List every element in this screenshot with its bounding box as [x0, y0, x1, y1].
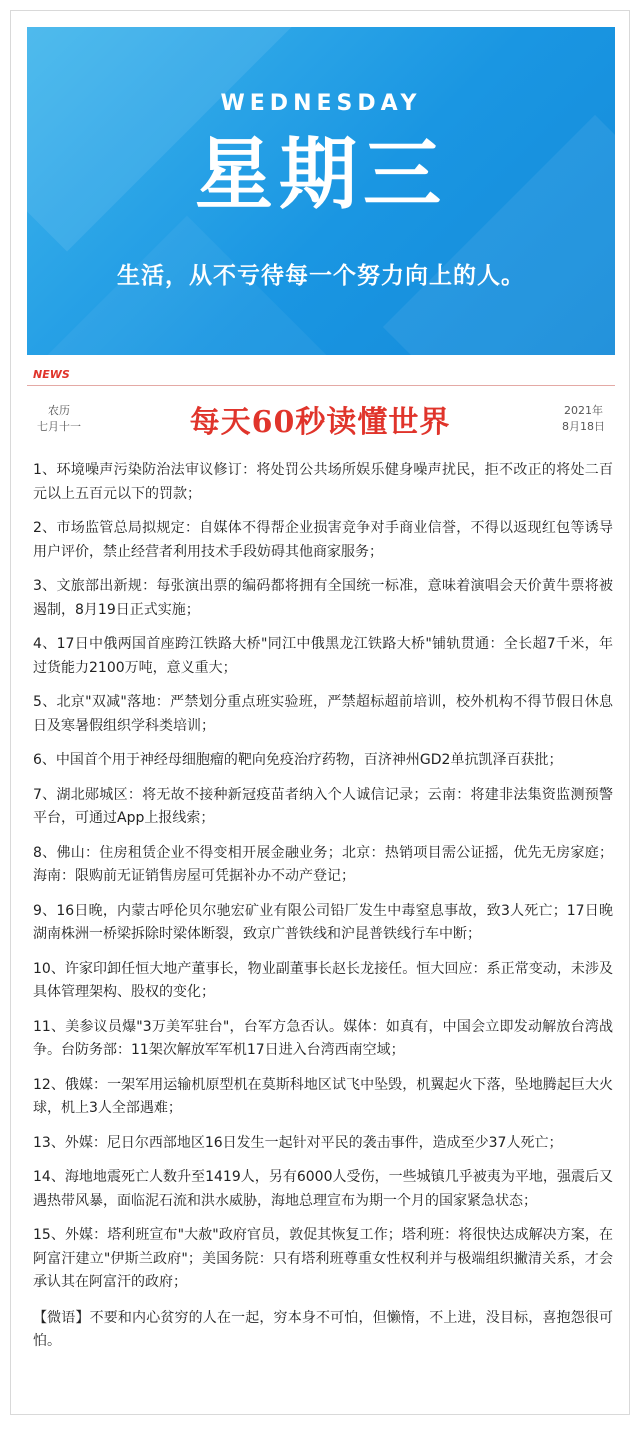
- weekday-banner: [27, 27, 615, 355]
- news-card: [10, 10, 630, 1415]
- divider: [27, 385, 615, 386]
- daily-quote: 【微语】不要和内心贫穷的人在一起，穷本身不可怕，但懒惰，不上进，没目标，喜抱怨很可怕。: [33, 1309, 613, 1349]
- gregorian-date-block: [562, 403, 605, 435]
- page-title: 每天60秒读懂世界: [189, 405, 451, 440]
- year: 2021年: [564, 404, 603, 417]
- news-item: 1、环境噪声污染防治法审议修订：将处罚公共场所娱乐健身噪声扰民，拒不改正的将处二百元以上五百元以下的罚款；: [33, 462, 613, 502]
- news-item: 3、文旅部出新规：每张演出票的编码都将拥有全国统一标准，意味着演唱会天价黄牛票将被遏制，8月19日正式实施；: [33, 578, 613, 618]
- news-item: 7、湖北郧城区：将无故不接种新冠疫苗者纳入个人诚信记录；云南：将建非法集资监测预警平台，可通过App上报线索；: [33, 786, 613, 826]
- news-item: 4、17日中俄两国首座跨江铁路大桥"同江中俄黑龙江铁路大桥"铺轨贯通：全长超7千米，年过货能力2100万吨，意义重大；: [33, 636, 613, 676]
- news-item: 6、中国首个用于神经母细胞瘤的靶向免疫治疗药物，百济神州GD2单抗凯泽百获批；: [33, 752, 563, 768]
- news-item: 2、市场监管总局拟规定：自媒体不得帮企业损害竞争对手商业信誉，不得以返现红包等诱导用户评价，禁止经营者利用技术手段妨碍其他商家服务；: [33, 520, 613, 560]
- news-item: 9、16日晚，内蒙古呼伦贝尔驰宏矿业有限公司铅厂发生中毒窒息事故，致3人死亡；17日晚湖南株洲一桥梁拆除时梁体断裂，致京广普铁线和沪昆普铁线行车中断；: [33, 902, 613, 942]
- lunar-label: 农历: [48, 404, 70, 417]
- news-item: 11、美参议员爆"3万美军驻台"，台军方急否认。媒体：如真有，中国会立即发动解放台湾战争。台防务部：11架次解放军军机17日进入台湾西南空域；: [33, 1018, 613, 1058]
- news-item: 12、俄媒：一架军用运输机原型机在莫斯科地区试飞中坠毁，机翼起火下落，坠地腾起巨大火球，机上3人全部遇难；: [33, 1076, 613, 1116]
- date: 8月18日: [562, 420, 605, 433]
- news-item: 15、外媒：塔利班宣布"大赦"政府官员，敦促其恢复工作；塔利班：将很快达成解决方案，在阿富汗建立"伊斯兰政府"；美国务院：只有塔利班尊重女性权利并与极端组织撇清关系，才会承认其在阿富汗的政府；: [33, 1227, 613, 1290]
- news-item: 10、许家印卸任恒大地产董事长，物业副董事长赵长龙接任。恒大回应：系正常变动，未涉及具体管理架构、股权的变化；: [33, 960, 613, 1000]
- news-item: 5、北京"双减"落地：严禁划分重点班实验班，严禁超标超前培训，校外机构不得节假日休息日及寒暑假组织学科类培训；: [33, 694, 613, 734]
- lunar-date: 七月十一: [37, 420, 81, 433]
- banner-motto: 生活，从不亏待每一个努力向上的人。: [117, 263, 525, 289]
- news-item: 13、外媒：尼日尔西部地区16日发生一起针对平民的袭击事件，造成至少37人死亡；: [33, 1134, 563, 1151]
- news-item: 8、佛山：住房租赁企业不得变相开展金融业务；北京：热销项目需公证摇，优先无房家庭；海南：限购前无证销售房屋可凭据补办不动产登记；: [33, 844, 613, 884]
- weekday-english: WEDNESDAY: [220, 91, 422, 116]
- news-item: 14、海地地震死亡人数升至1419人，另有6000人受伤，一些城镇几乎被夷为平地，强震后又遇热带风暴，面临泥石流和洪水威胁，海地总理宣布为期一个月的国家紧急状态；: [33, 1169, 613, 1209]
- news-tag: NEWS: [33, 368, 70, 381]
- news-list: [33, 459, 613, 1354]
- weekday-chinese: 星期三: [194, 130, 447, 220]
